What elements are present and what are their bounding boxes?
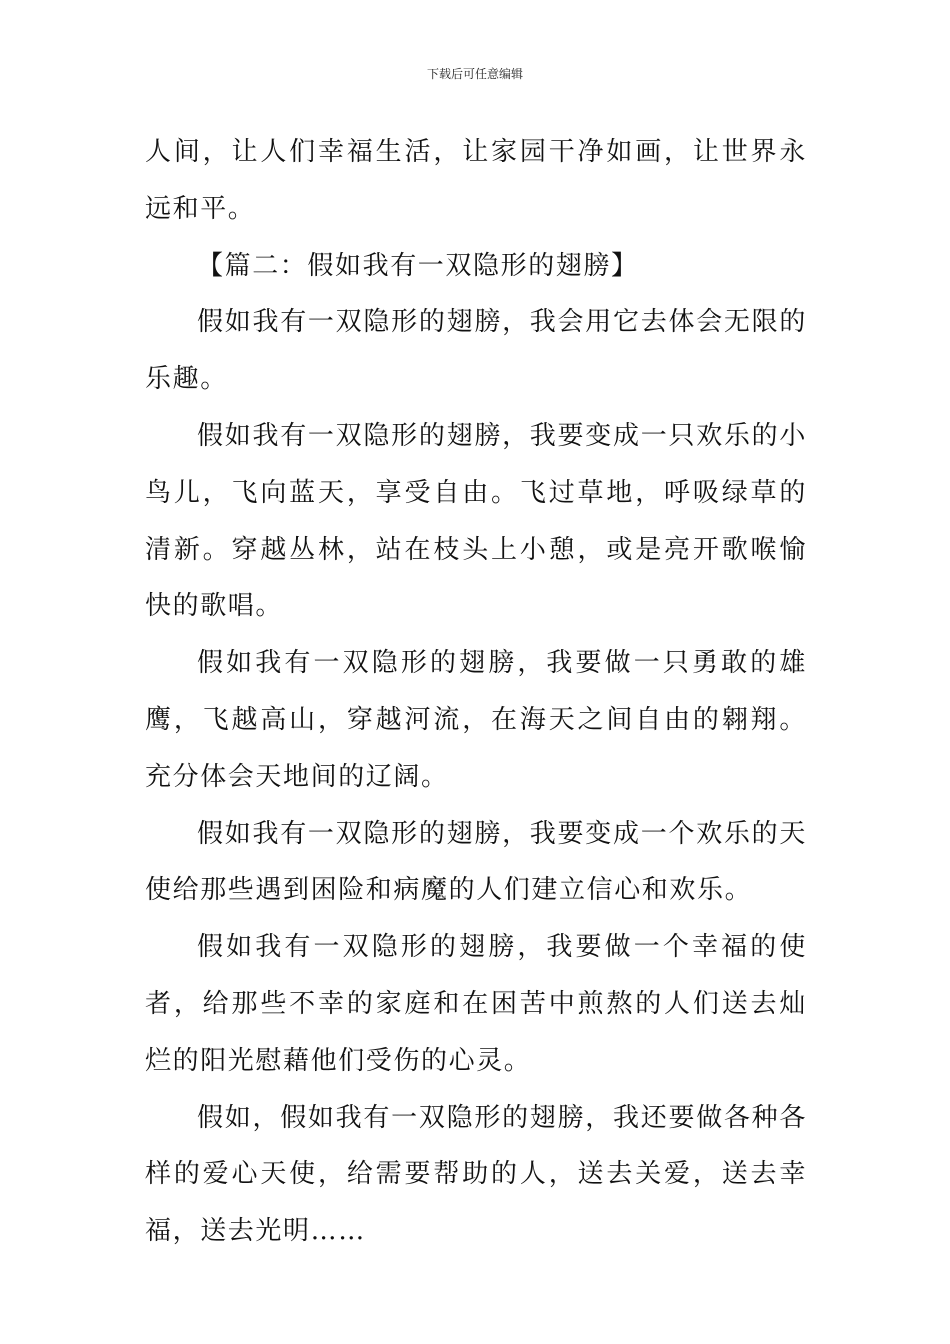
paragraph-6: 假如，假如我有一双隐形的翅膀，我还要做各种各样的爱心天使，给需要帮助的人，送去关爱，送去幸福，送去光明…… [145,1102,807,1247]
paragraph-4: 假如我有一双隐形的翅膀，我要变成一个欢乐的天使给那些遇到困险和病魔的人们建立信心和欢乐。 [145,818,807,906]
paragraph-1: 假如我有一双隐形的翅膀，我会用它去体会无限的乐趣。 [145,307,807,395]
header-note: 下载后可任意编辑 [426,67,523,81]
paragraph-5: 假如我有一双隐形的翅膀，我要做一个幸福的使者，给那些不幸的家庭和在困苦中煎熬的人们送去灿烂的阳光慰藉他们受伤的心灵。 [145,932,807,1076]
continuation-paragraph: 人间，让人们幸福生活，让家园干净如画，让世界永远和平。 [145,137,807,224]
paragraph-3: 假如我有一双隐形的翅膀，我要做一只勇敢的雄鹰，飞越高山，穿越河流，在海天之间自由的翱翔。充分体会天地间的辽阔。 [145,648,807,792]
section-title: 【篇二：假如我有一双隐形的翅膀】 [197,250,639,281]
paragraph-2: 假如我有一双隐形的翅膀，我要变成一只欢乐的小鸟儿，飞向蓝天，享受自由。飞过草地，呼吸绿草的清新。穿越丛林，站在枝头上小憩，或是亮开歌喉愉快的歌唱。 [145,420,807,622]
document-body [145,124,807,1260]
